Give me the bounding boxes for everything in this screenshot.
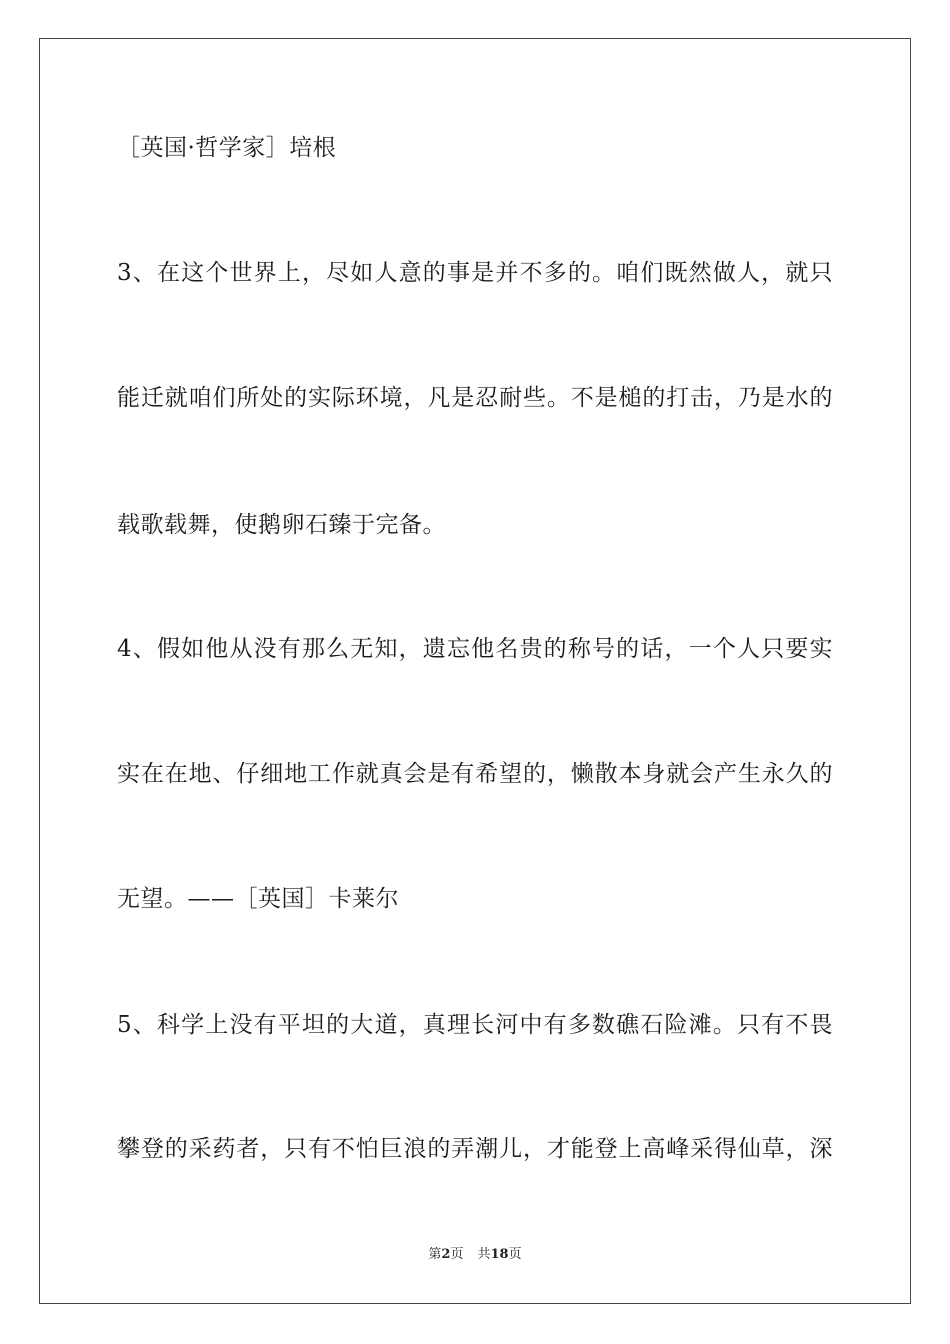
text-line-quote-5-part-2: 攀登的采药者，只有不怕巨浪的弄潮儿，才能登上高峰采得仙草，深	[117, 1136, 833, 1162]
text-line-quote-3-part-2: 能迁就咱们所处的实际环境，凡是忍耐些。不是槌的打击，乃是水的	[117, 385, 833, 411]
text-line-attribution-bacon: ［英国·哲学家］培根	[117, 135, 337, 161]
footer-total-number: 18	[490, 1247, 509, 1262]
text-line-quote-4-part-1: 4、假如他从没有那么无知，遗忘他名贵的称号的话，一个人只要实	[117, 636, 833, 662]
text-line-quote-5-part-1: 5、科学上没有平坦的大道，真理长河中有多数礁石险滩。只有不畏	[117, 1012, 833, 1038]
footer-total-suffix: 页	[508, 1247, 522, 1262]
text-line-quote-3-part-1: 3、在这个世界上，尽如人意的事是并不多的。咱们既然做人，就只	[117, 260, 833, 286]
footer-page-suffix: 页	[450, 1247, 464, 1262]
text-line-quote-4-part-2: 实在在地、仔细地工作就真会是有希望的，懒散本身就会产生永久的	[117, 761, 833, 787]
page-border	[39, 38, 911, 1304]
footer-page-number: 2	[441, 1247, 451, 1262]
footer-page-prefix: 第	[428, 1247, 442, 1262]
text-line-quote-4-part-3: 无望。——［英国］卡莱尔	[117, 886, 399, 912]
page-footer	[0, 1246, 950, 1264]
footer-total-prefix: 共	[477, 1247, 491, 1262]
text-line-quote-3-part-3: 载歌载舞，使鹅卵石臻于完备。	[117, 512, 446, 538]
